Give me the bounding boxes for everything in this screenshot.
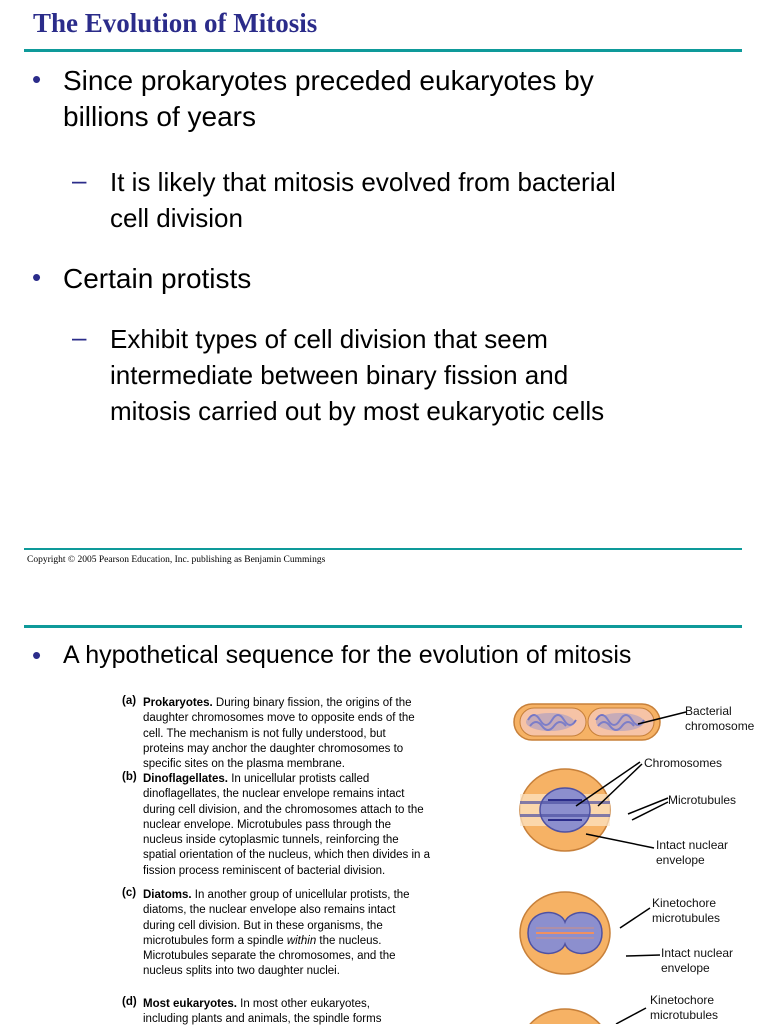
label-line: Bacterial — [685, 704, 732, 718]
subbullet-2 — [110, 321, 604, 429]
label-bacterial-chromosome — [685, 704, 754, 734]
label-kinetochore-microtubules-d — [650, 993, 718, 1023]
panel-d-heading: Most eukaryotes. — [143, 998, 237, 1010]
panel-line: During binary fission, the origins of the — [212, 697, 412, 709]
label-line: envelope — [656, 853, 705, 867]
bullet-2 — [63, 261, 251, 297]
subbullet-2-line: intermediate between binary fission and — [110, 360, 569, 390]
panel-line: including plants and animals, the spindle forms — [143, 1013, 382, 1026]
bullet-marker: • — [32, 262, 42, 292]
dash-marker: – — [72, 322, 87, 352]
panel-line: nucleus inside cytoplasmic tunnels, reinforcing the — [143, 834, 399, 847]
bullet-1-line: Since prokaryotes preceded eukaryotes by — [63, 65, 594, 96]
panel-line: proteins may anchor the daughter chromosomes to — [143, 742, 404, 755]
panel-line: daughter chromosomes move to opposite ends of the — [143, 712, 415, 725]
label-microtubules: Microtubules — [668, 793, 737, 807]
copyright-text: Copyright © 2005 Pearson Education, Inc. publishing as Benjamin Cummings — [27, 555, 326, 565]
title-rule — [24, 49, 742, 52]
label-line: chromosome — [685, 719, 755, 733]
slide2-top-rule — [24, 625, 742, 628]
label-line: envelope — [661, 961, 710, 975]
panel-a-heading: Prokaryotes. — [143, 697, 213, 709]
panel-line: nucleus splits into two daughter nuclei. — [143, 965, 340, 978]
panel-line: fission process reminiscent of bacterial division. — [143, 864, 386, 877]
footer-rule — [24, 548, 742, 550]
bullet-1 — [63, 63, 594, 135]
eukaryote-cell — [520, 1008, 646, 1024]
panel-line: during cell division, and the chromosomes attach to the — [143, 803, 424, 816]
panel-line: the nucleus. — [316, 934, 382, 947]
dash-marker: – — [72, 165, 87, 195]
panel-line: spatial orientation of the nucleus, which then divides in a — [143, 849, 431, 862]
panel-line: during cell division. But in these organisms, the — [143, 919, 383, 932]
slide2-bullet: A hypothetical sequence for the evolution of mitosis — [63, 641, 632, 669]
panel-d-label: (d) — [122, 996, 137, 1008]
diatom-cell — [520, 892, 660, 974]
label-kinetochore-microtubules-c — [652, 896, 720, 926]
slide-title: The Evolution of Mitosis — [33, 8, 318, 38]
dinoflagellate-cell — [520, 762, 668, 851]
panel-c-heading: Diatoms. — [143, 889, 192, 901]
subbullet-1 — [110, 164, 616, 236]
label-intact-nuclear-envelope-b — [656, 838, 728, 868]
label-line: Intact nuclear — [656, 838, 729, 852]
panel-line: In another group of unicellular protists, the — [191, 889, 410, 901]
bullet-marker: • — [32, 640, 42, 670]
subbullet-1-line: cell division — [110, 203, 243, 233]
panel-a-text — [122, 695, 415, 772]
bacterium-cell — [514, 704, 686, 740]
panel-c-text — [122, 887, 410, 980]
subbullet-2-line: mitosis carried out by most eukaryotic cells — [110, 396, 605, 426]
panel-b-text — [122, 771, 431, 879]
label-line: microtubules — [650, 1008, 719, 1022]
panel-line: specific sites on the plasma membrane. — [143, 758, 345, 771]
label-line: Intact nuclear — [661, 946, 734, 960]
bullet-2-line: Certain protists — [63, 263, 252, 294]
panel-a-label: (a) — [122, 695, 137, 707]
label-chromosomes: Chromosomes — [644, 756, 723, 770]
panel-b-label: (b) — [122, 771, 137, 783]
panel-d-text — [122, 996, 382, 1028]
panel-line: nuclear envelope. Microtubules pass through the — [143, 818, 392, 831]
panel-line: In unicellular protists called — [228, 773, 370, 785]
label-intact-nuclear-envelope-c — [661, 946, 733, 976]
label-line: Kinetochore — [650, 993, 715, 1007]
subbullet-2-line: Exhibit types of cell division that seem — [110, 324, 548, 354]
panel-line: Microtubules separate the chromosomes, and the — [143, 950, 396, 963]
panel-c-label: (c) — [122, 887, 137, 899]
bullet-1-line: billions of years — [63, 101, 256, 132]
subbullet-1-line: It is likely that mitosis evolved from bacterial — [110, 167, 616, 197]
label-line: microtubules — [652, 911, 721, 925]
panel-line: microtubules form a spindle — [143, 934, 287, 947]
bullet-marker: • — [32, 64, 42, 94]
panel-b-heading: Dinoflagellates. — [143, 773, 228, 785]
panel-line: cell. The mechanism is not fully understood, but — [143, 727, 386, 740]
label-line: Kinetochore — [652, 896, 717, 910]
panel-line: In most other eukaryotes, — [236, 998, 370, 1010]
panel-line: dinoflagellates, the nuclear envelope remains intact — [143, 788, 405, 801]
panel-line-italic: within — [286, 934, 317, 947]
panel-line: diatoms, the nuclear envelope also remains intact — [143, 904, 396, 917]
